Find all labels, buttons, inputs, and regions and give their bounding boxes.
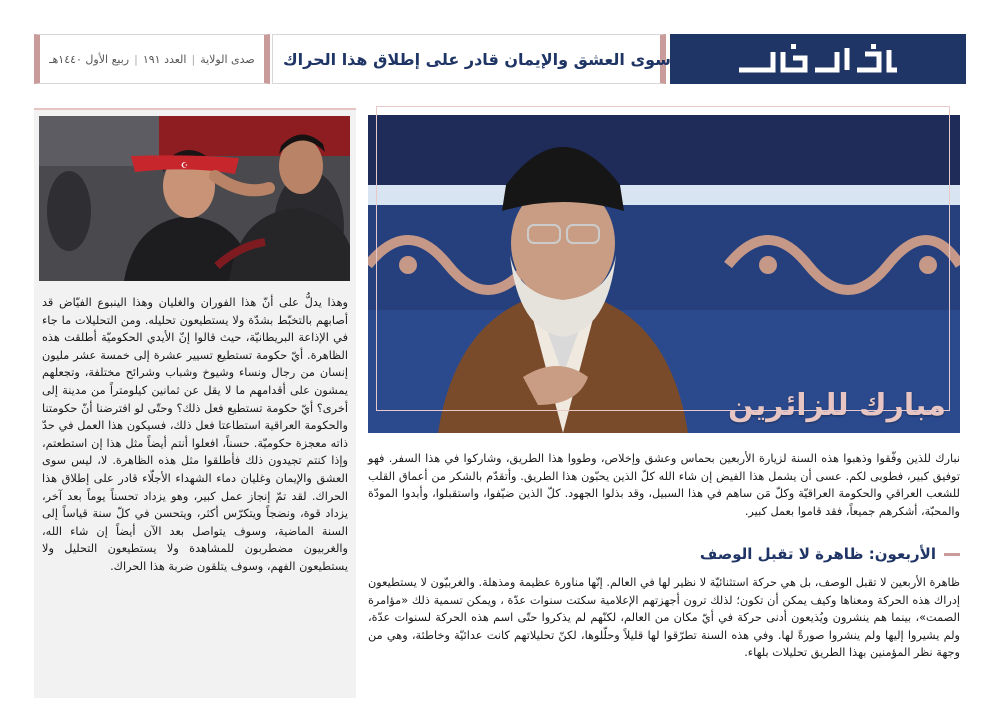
photo-caption: مبارك للزائرين — [728, 388, 946, 423]
headline: ليس سوى العشق والإيمان قادر على إطلاق هذا الحراك — [283, 49, 712, 69]
meta-issue: العدد ١٩١ — [142, 52, 187, 66]
section-title: الأربعون: ظاهرة لا تقبل الوصف — [699, 545, 936, 563]
meta-separator: | — [191, 52, 196, 66]
meta-publication: صدى الولاية — [200, 52, 255, 66]
meta-separator: | — [134, 52, 138, 66]
headline-box — [272, 34, 712, 84]
header-strip — [34, 34, 966, 84]
left-column-text: وهذا يدلُّ على أنّ هذا الفوران والغليان وهذا الينبوع الفيّاض قد أصابهم بالتخبّط بشدّة ولا يستطيعون تحليله. ومن التحليلات ما جاء في الإذاعة البريطانيّة، حيث قالوا إنّ الأيدي الحكوميّة أطلقت هذه الظاهرة. أيّ حكومة تستطيع تسيير عشرة إلى خمسة عشر مليون إنسان من رجال ونساء وشيوخ وشباب وشرائح مختلفة، وتجعلهم يمشون على أقدامهم ما لا يقل عن ثمانين كيلومتراً من مدينة إلى أخرى؟ أيّ حكومة تستطيع فعل ذلك؟ وحتّى لو افترضنا أنّ حكومتنا والحكومة العراقية استطاعتا فعل ذلك، فسيكون هذا العمل في حدّ ذاته معجزة حكوميّة. حسناً، افعلوا أنتم أيضاً مثل هذا إن استطعتم، وإذا كنتم تجيدون ذلك فأطلقوا مثل هذه الظاهرة. لا، ليس سوى العشق والإيمان وغليان دماء الشهداء الأجلّاء قادر على إطلاق هذا الحراك. لقد تمّ إنجاز عمل كبير، وهو يزداد تحسناً يوماً بعد آخر، يزداد قوة، ونضجاً ويتكرّس أكثر، ويتحسن في كلّ سنة قياساً إلى السنة الماضية، وسوف يتواصل بعد الآن أيضاً إن شاء الله، والغربيون مضطربون للمشاهدة ولا يستطيعون التحليل ولا يستطيعون الفهم، وسوف يتلقون ضربة هذا الحراك. — [42, 296, 348, 573]
pilgrims-illustration — [39, 116, 350, 281]
svg-text:☪: ☪ — [181, 161, 189, 170]
section-body: ظاهرة الأربعين لا تقبل الوصف، بل هي حركة استثنائيّة لا نظير لها في العالم. إنّها مناورة عظيمة ومذهلة. والغربيّون لا يستطيعون إدراك هذه الحركة ومعناها وكيف يمكن أن تكون؛ لذلك ترون أجهزتهم الإعلامية سكتت سنوات عدّة ، ويمكن تسمية ذلك «مؤامرة الصمت»، بينما هم ينشرون ويُذيعون أدنى حركة في أيّ مكان من العالم، لكنّهم لم يذكروا حتّى اسم هذه الحركة لسنوات عدّة، ولم يشيروا إليها ولم ينشروا صورةً لها. وفي هذه السنة تطرّقوا لها قليلاً وحلّلوها، لكنّ تحليلاتهم كانت عدائيّة وخاطئة، وهي من وجهة نظر المؤمنين بهذا الطريق تحليلات بلهاء. — [368, 576, 960, 660]
leader-illustration — [368, 115, 960, 433]
section-heading — [368, 545, 960, 563]
logo-mark — [733, 42, 903, 76]
intro-paragraph: نبارك للذين وفّقوا وذهبوا هذه السنة لزيارة الأربعين بحماس وعشق وإخلاص، وطووا هذا الطريق، وشاركوا في هذا السفر. فهو توفيق كبير، فطوبى لكم. عسى أن يشمل هذا الفيض إن شاء الله كلّ الذين يحبّون هذا الطريق. وأتقدّم بالشكر من أعماق القلب للشعب العراقي والحكومة العراقيّة وكلّ مَن ساهم في هذا السبيل، وقد بذلوا الجهود. كلّ الذين ضيّفوا، واستقبلوا، وأبدوا المودّة والمحبّة، أشكرهم جميعاً، فقد قاموا بعمل كبير. — [368, 452, 960, 518]
meta-date: ربيع الأول ١٤٤٠هـ — [49, 52, 130, 66]
publication-logo[interactable] — [670, 34, 966, 84]
pilgrims-photo — [39, 116, 350, 281]
issue-meta — [34, 34, 270, 84]
main-photo — [368, 115, 960, 433]
left-column — [34, 108, 356, 698]
section-marker — [944, 553, 960, 556]
